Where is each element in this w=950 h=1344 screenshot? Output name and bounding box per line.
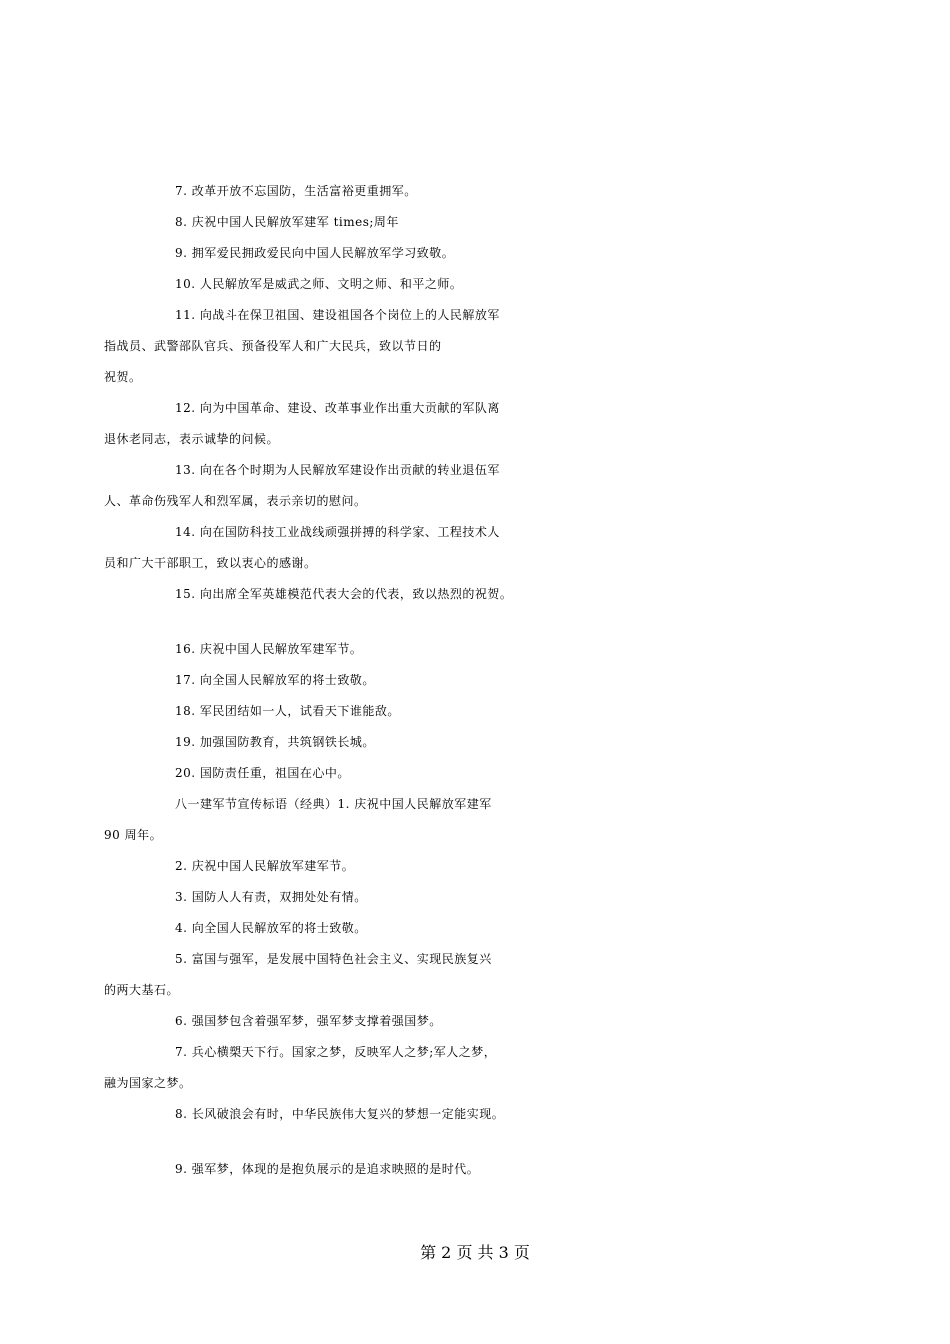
text-line-17: 18. 军民团结如一人，试看天下谁能敌。 bbox=[175, 704, 400, 718]
text-line-8: 12. 向为中国革命、建设、改革事业作出重大贡献的军队离 bbox=[175, 401, 500, 415]
text-line-10: 13. 向在各个时期为人民解放军建设作出贡献的转业退伍军 bbox=[175, 463, 500, 477]
text-line-12: 14. 向在国防科技工业战线顽强拼搏的科学家、工程技术人 bbox=[175, 525, 500, 539]
text-line-30: 8. 长风破浪会有时，中华民族伟大复兴的梦想一定能实现。 bbox=[175, 1107, 505, 1121]
text-line-29: 融为国家之梦。 bbox=[104, 1076, 192, 1090]
text-line-22: 2. 庆祝中国人民解放军建军节。 bbox=[175, 859, 355, 873]
text-line-1: 7. 改革开放不忘国防，生活富裕更重拥军。 bbox=[175, 184, 417, 198]
text-line-2: 8. 庆祝中国人民解放军建军 times;周年 bbox=[175, 215, 399, 229]
text-line-13: 员和广大干部职工，致以衷心的感谢。 bbox=[104, 556, 317, 570]
text-line-20: 八一建军节宣传标语（经典）1. 庆祝中国人民解放军建军 bbox=[175, 797, 492, 811]
text-line-11: 人、革命伤残军人和烈军属，表示亲切的慰问。 bbox=[104, 494, 367, 508]
text-line-25: 5. 富国与强军，是发展中国特色社会主义、实现民族复兴 bbox=[175, 952, 492, 966]
page-number-footer: 第 2 页 共 3 页 bbox=[420, 1243, 530, 1262]
text-line-18: 19. 加强国防教育，共筑钢铁长城。 bbox=[175, 735, 375, 749]
text-line-27: 6. 强国梦包含着强军梦，强军梦支撑着强国梦。 bbox=[175, 1014, 442, 1028]
text-line-14: 15. 向出席全军英雄模范代表大会的代表，致以热烈的祝贺。 bbox=[175, 587, 513, 601]
text-line-3: 9. 拥军爱民拥政爱民向中国人民解放军学习致敬。 bbox=[175, 246, 455, 260]
text-line-15: 16. 庆祝中国人民解放军建军节。 bbox=[175, 642, 363, 656]
text-line-19: 20. 国防责任重，祖国在心中。 bbox=[175, 766, 350, 780]
text-line-9: 退休老同志，表示诚挚的问候。 bbox=[104, 432, 280, 446]
text-line-4: 10. 人民解放军是威武之师、文明之师、和平之师。 bbox=[175, 277, 463, 291]
text-line-7: 祝贺。 bbox=[104, 370, 142, 384]
text-line-21: 90 周年。 bbox=[104, 828, 163, 842]
text-line-28: 7. 兵心横槊天下行。国家之梦，反映军人之梦;军人之梦， bbox=[175, 1045, 497, 1059]
text-line-24: 4. 向全国人民解放军的将士致敬。 bbox=[175, 921, 367, 935]
text-line-16: 17. 向全国人民解放军的将士致敬。 bbox=[175, 673, 375, 687]
text-line-5: 11. 向战斗在保卫祖国、建设祖国各个岗位上的人民解放军 bbox=[175, 308, 500, 322]
text-line-31: 9. 强军梦，体现的是抱负展示的是追求映照的是时代。 bbox=[175, 1162, 480, 1176]
text-line-6: 指战员、武警部队官兵、预备役军人和广大民兵，致以节日的 bbox=[104, 339, 442, 353]
text-line-23: 3. 国防人人有责，双拥处处有情。 bbox=[175, 890, 367, 904]
text-line-26: 的两大基石。 bbox=[104, 983, 180, 997]
